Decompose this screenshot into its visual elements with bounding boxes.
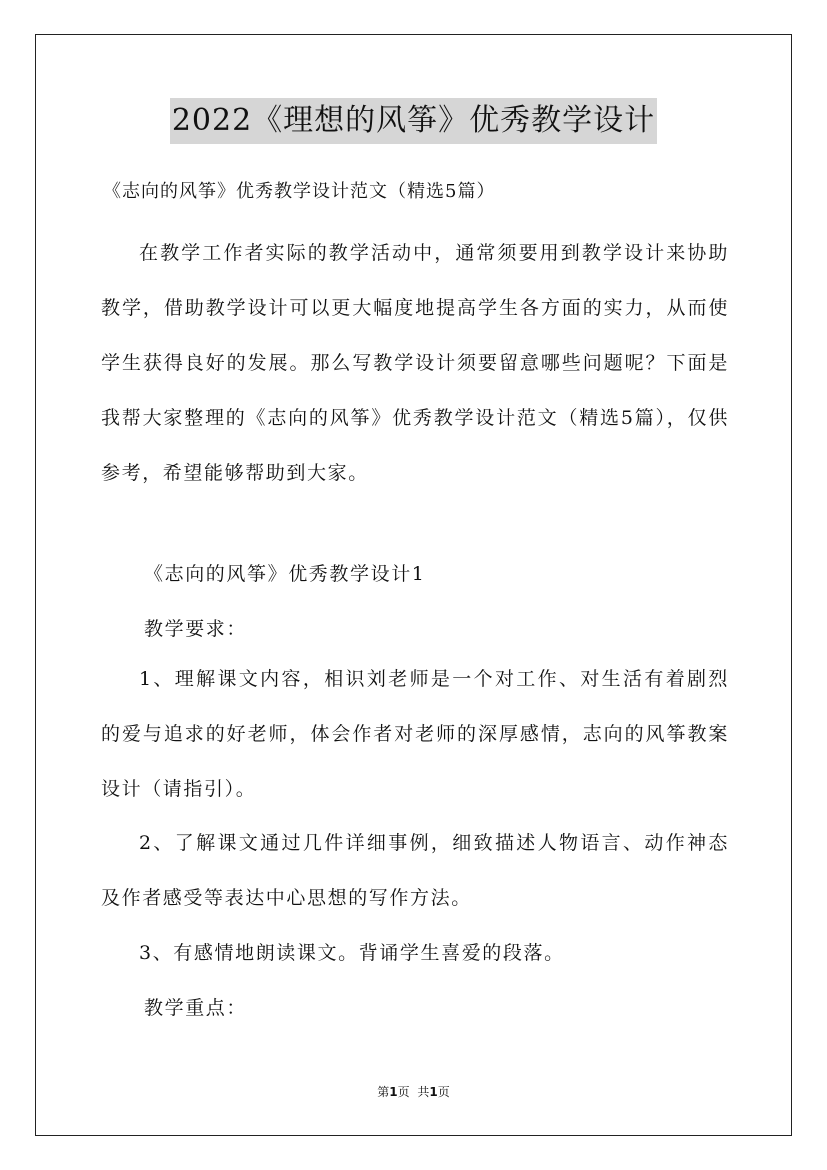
document-title: 2022《理想的风筝》优秀教学设计 [170, 98, 657, 144]
total-pages: 1 [429, 1085, 438, 1099]
page-number: 1 [389, 1085, 398, 1099]
page-footer [0, 1083, 827, 1101]
requirements-label: 教学要求： [144, 618, 248, 640]
focus-label: 教学重点： [144, 997, 248, 1019]
document-subtitle: 《志向的风筝》优秀教学设计范文（精选5篇） [103, 181, 496, 202]
section-heading: 《志向的风筝》优秀教学设计1 [144, 563, 426, 585]
requirement-item-3: 3、有感情地朗读课文。背诵学生喜爱的段落。 [139, 942, 565, 964]
page-suffix: 页 [397, 1085, 410, 1099]
intro-paragraph: 在教学工作者实际的教学活动中，通常须要用到教学设计来协助教学，借助教学设计可以更大幅度地提高学生各方面的实力，从而使学生获得良好的发展。那么写教学设计须要留意哪些问题呢？下面是我帮大家整理的《志向的风筝》优秀教学设计范文（精选5篇），仅供参考，希望能够帮助到大家。 [101, 242, 729, 484]
document-title-wrapper [0, 98, 827, 144]
total-suffix: 页 [437, 1085, 450, 1099]
total-prefix: 共 [417, 1085, 430, 1099]
requirement-item-1: 1、理解课文内容，相识刘老师是一个对工作、对生活有着剧烈的爱与追求的好老师，体会作者对老师的深厚感情，志向的风筝教案设计（请指引）。 [101, 668, 729, 800]
requirement-item-2: 2、了解课文通过几件详细事例，细致描述人物语言、动作神态及作者感受等表达中心思想的写作方法。 [101, 832, 729, 909]
page-prefix: 第 [377, 1085, 390, 1099]
